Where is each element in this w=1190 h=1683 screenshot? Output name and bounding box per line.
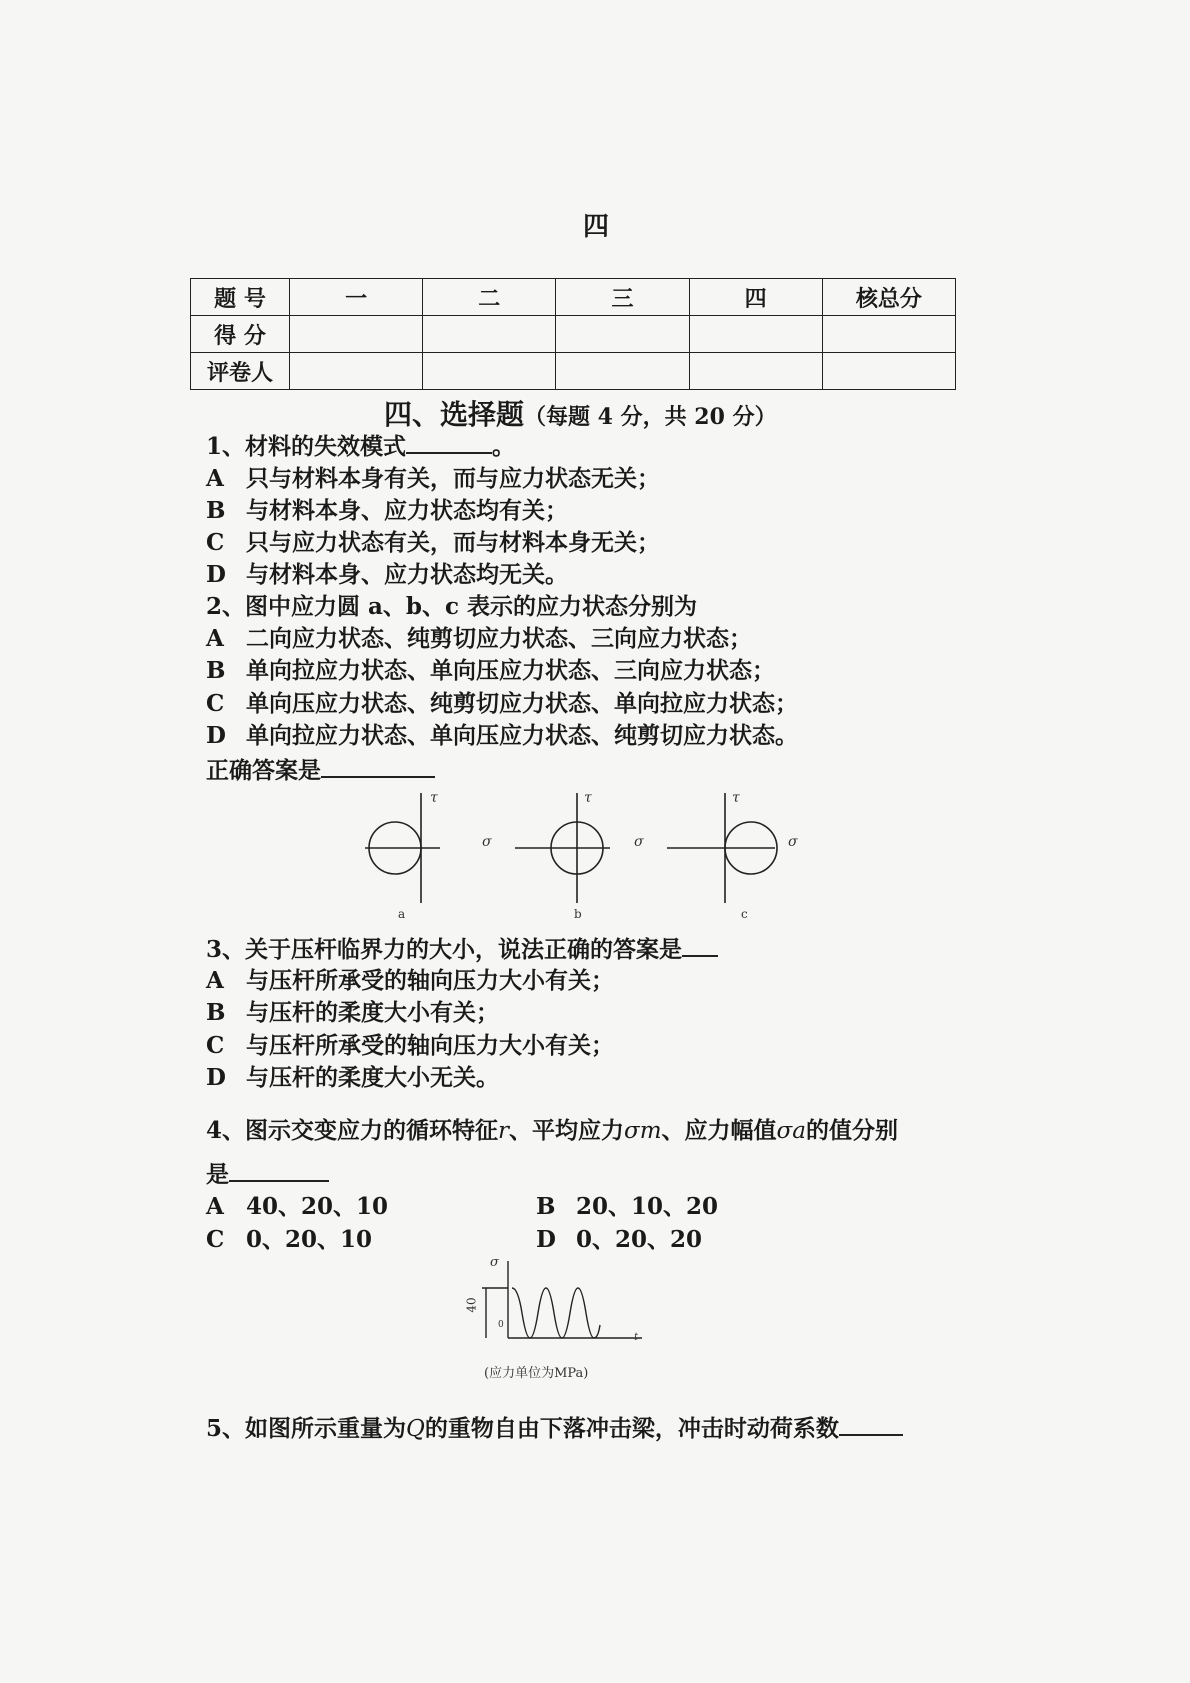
option-item[interactable] bbox=[206, 717, 798, 750]
option-item[interactable] bbox=[206, 1027, 614, 1060]
stress-unit-caption: (应力单位为MPa) bbox=[484, 1366, 589, 1381]
option-text: 只与应力状态有关，而与材料本身无关； bbox=[246, 529, 660, 556]
score-table-row bbox=[191, 316, 956, 353]
option-text: 与压杆的柔度大小有关； bbox=[246, 999, 499, 1026]
option-label: B bbox=[206, 497, 226, 524]
symbol-q: Q bbox=[406, 1416, 425, 1442]
score-table bbox=[190, 278, 956, 390]
symbol-r: r bbox=[498, 1118, 510, 1144]
score-table-header-cell: 核总分 bbox=[822, 279, 955, 316]
sigma-label: σ bbox=[788, 834, 798, 850]
score-table-row bbox=[191, 353, 956, 390]
option-item[interactable] bbox=[536, 1221, 702, 1254]
score-table-row-label: 评卷人 bbox=[191, 353, 290, 390]
option-text: 0、20、10 bbox=[246, 1226, 373, 1253]
grader-cell[interactable] bbox=[556, 353, 689, 390]
option-text: 单向拉应力状态、单向压应力状态、纯剪切应力状态。 bbox=[246, 722, 798, 749]
option-label: A bbox=[206, 625, 224, 652]
sigma-label: σ bbox=[482, 834, 492, 850]
question-4-text: 、平均应力 bbox=[509, 1117, 625, 1144]
tau-label: τ bbox=[430, 790, 438, 806]
option-item[interactable] bbox=[206, 652, 775, 685]
score-table-header-row bbox=[191, 279, 956, 316]
score-table-header-cell: 一 bbox=[290, 279, 423, 316]
answer-blank[interactable] bbox=[406, 430, 492, 454]
option-item[interactable] bbox=[206, 962, 614, 995]
figure-caption-b: b bbox=[574, 907, 582, 921]
question-4-stem-line2 bbox=[206, 1156, 329, 1189]
question-4-text: 的值分别 bbox=[805, 1117, 898, 1144]
option-text: 单向拉应力状态、单向压应力状态、三向应力状态； bbox=[246, 657, 775, 684]
answer-prompt bbox=[206, 752, 435, 785]
answer-prompt-text: 正确答案是 bbox=[206, 757, 321, 784]
option-item[interactable] bbox=[206, 620, 752, 653]
question-5-text: 的重物自由下落冲击梁，冲击时动荷系数 bbox=[424, 1415, 839, 1442]
answer-blank[interactable] bbox=[321, 754, 435, 778]
score-table-row-label: 得 分 bbox=[191, 316, 290, 353]
answer-blank[interactable] bbox=[839, 1412, 903, 1436]
question-4-text: 是 bbox=[206, 1161, 229, 1188]
symbol-sigma-a: σa bbox=[776, 1118, 806, 1144]
figure-caption-c: c bbox=[741, 907, 748, 921]
score-table-header-cell: 四 bbox=[689, 279, 822, 316]
score-cell[interactable] bbox=[423, 316, 556, 353]
option-text: 只与材料本身有关，而与应力状态无关； bbox=[246, 465, 660, 492]
option-item[interactable] bbox=[206, 1221, 372, 1254]
score-cell[interactable] bbox=[290, 316, 423, 353]
stress-wave bbox=[512, 1288, 600, 1338]
question-1-text: 1、材料的失效模式 bbox=[206, 433, 407, 460]
score-cell[interactable] bbox=[822, 316, 955, 353]
symbol-sigma-m: σm bbox=[624, 1118, 662, 1144]
grader-cell[interactable] bbox=[689, 353, 822, 390]
score-cell[interactable] bbox=[556, 316, 689, 353]
grader-cell[interactable] bbox=[290, 353, 423, 390]
option-label: A bbox=[206, 465, 224, 492]
sigma-label: σ bbox=[634, 834, 644, 850]
zero-value-label: 0 bbox=[498, 1320, 504, 1330]
option-item[interactable] bbox=[206, 492, 568, 525]
option-text: 与材料本身、应力状态均有关； bbox=[246, 497, 568, 524]
option-label: B bbox=[206, 999, 226, 1026]
option-label: C bbox=[206, 1226, 225, 1253]
option-label: C bbox=[206, 1032, 225, 1059]
question-4-text: 4、图示交变应力的循环特征 bbox=[206, 1117, 499, 1144]
option-item[interactable] bbox=[206, 1188, 388, 1221]
score-cell[interactable] bbox=[689, 316, 822, 353]
question-5-text: 5、如图所示重量为 bbox=[206, 1415, 407, 1442]
section-title bbox=[384, 393, 777, 433]
question-3-stem bbox=[206, 931, 718, 964]
question-2-stem: 2、图中应力圆 a、b、c 表示的应力状态分别为 bbox=[206, 593, 698, 620]
peak-value-label: 40 bbox=[464, 1297, 479, 1313]
option-text: 0、20、20 bbox=[576, 1226, 703, 1253]
option-item[interactable] bbox=[206, 994, 499, 1027]
option-text: 二向应力状态、纯剪切应力状态、三向应力状态； bbox=[246, 625, 752, 652]
question-4-stem bbox=[206, 1112, 898, 1145]
question-4-text: 、应力幅值 bbox=[661, 1117, 777, 1144]
mohr-circles-figure bbox=[355, 785, 815, 925]
option-label: B bbox=[536, 1193, 556, 1220]
option-label: D bbox=[206, 1064, 226, 1091]
option-text: 与压杆的柔度大小无关。 bbox=[246, 1064, 499, 1091]
section-note: （每题 4 分，共 20 分） bbox=[524, 404, 777, 430]
option-item[interactable] bbox=[206, 1059, 499, 1092]
tau-label: τ bbox=[732, 790, 740, 806]
option-item[interactable] bbox=[206, 460, 660, 493]
option-label: D bbox=[206, 722, 226, 749]
option-text: 与压杆所承受的轴向压力大小有关； bbox=[246, 1032, 614, 1059]
option-text: 与压杆所承受的轴向压力大小有关； bbox=[246, 967, 614, 994]
alternating-stress-figure bbox=[460, 1255, 650, 1355]
question-1-stem bbox=[206, 428, 515, 461]
question-1-tail: 。 bbox=[492, 433, 516, 460]
time-axis-label: t bbox=[634, 1332, 639, 1343]
option-text: 40、20、10 bbox=[246, 1193, 389, 1220]
score-table-header-cell: 二 bbox=[423, 279, 556, 316]
option-label: B bbox=[206, 657, 226, 684]
answer-blank[interactable] bbox=[682, 933, 718, 957]
question-5-stem bbox=[206, 1410, 903, 1443]
option-text: 单向压应力状态、纯剪切应力状态、单向拉应力状态； bbox=[246, 690, 798, 717]
option-label: A bbox=[206, 967, 224, 994]
tau-label: τ bbox=[584, 790, 592, 806]
answer-blank[interactable] bbox=[229, 1158, 329, 1182]
option-label: D bbox=[206, 561, 226, 588]
score-table-header-cell: 题 号 bbox=[191, 279, 290, 316]
page-mark: 四 bbox=[583, 212, 610, 242]
stress-axis-label: σ bbox=[490, 1255, 499, 1270]
option-text: 与材料本身、应力状态均无关。 bbox=[246, 561, 568, 588]
section-title-text: 四、选择题 bbox=[384, 398, 525, 431]
option-label: C bbox=[206, 690, 225, 717]
grader-cell[interactable] bbox=[423, 353, 556, 390]
option-item[interactable] bbox=[536, 1188, 718, 1221]
grader-cell[interactable] bbox=[822, 353, 955, 390]
option-label: A bbox=[206, 1193, 224, 1220]
option-item[interactable] bbox=[206, 524, 660, 557]
option-label: D bbox=[536, 1226, 556, 1253]
question-3-text: 3、关于压杆临界力的大小，说法正确的答案是 bbox=[206, 936, 683, 963]
score-table-header-cell: 三 bbox=[556, 279, 689, 316]
figure-caption-a: a bbox=[398, 907, 406, 921]
option-item[interactable] bbox=[206, 556, 568, 589]
option-text: 20、10、20 bbox=[576, 1193, 719, 1220]
option-label: C bbox=[206, 529, 225, 556]
option-item[interactable] bbox=[206, 685, 798, 718]
